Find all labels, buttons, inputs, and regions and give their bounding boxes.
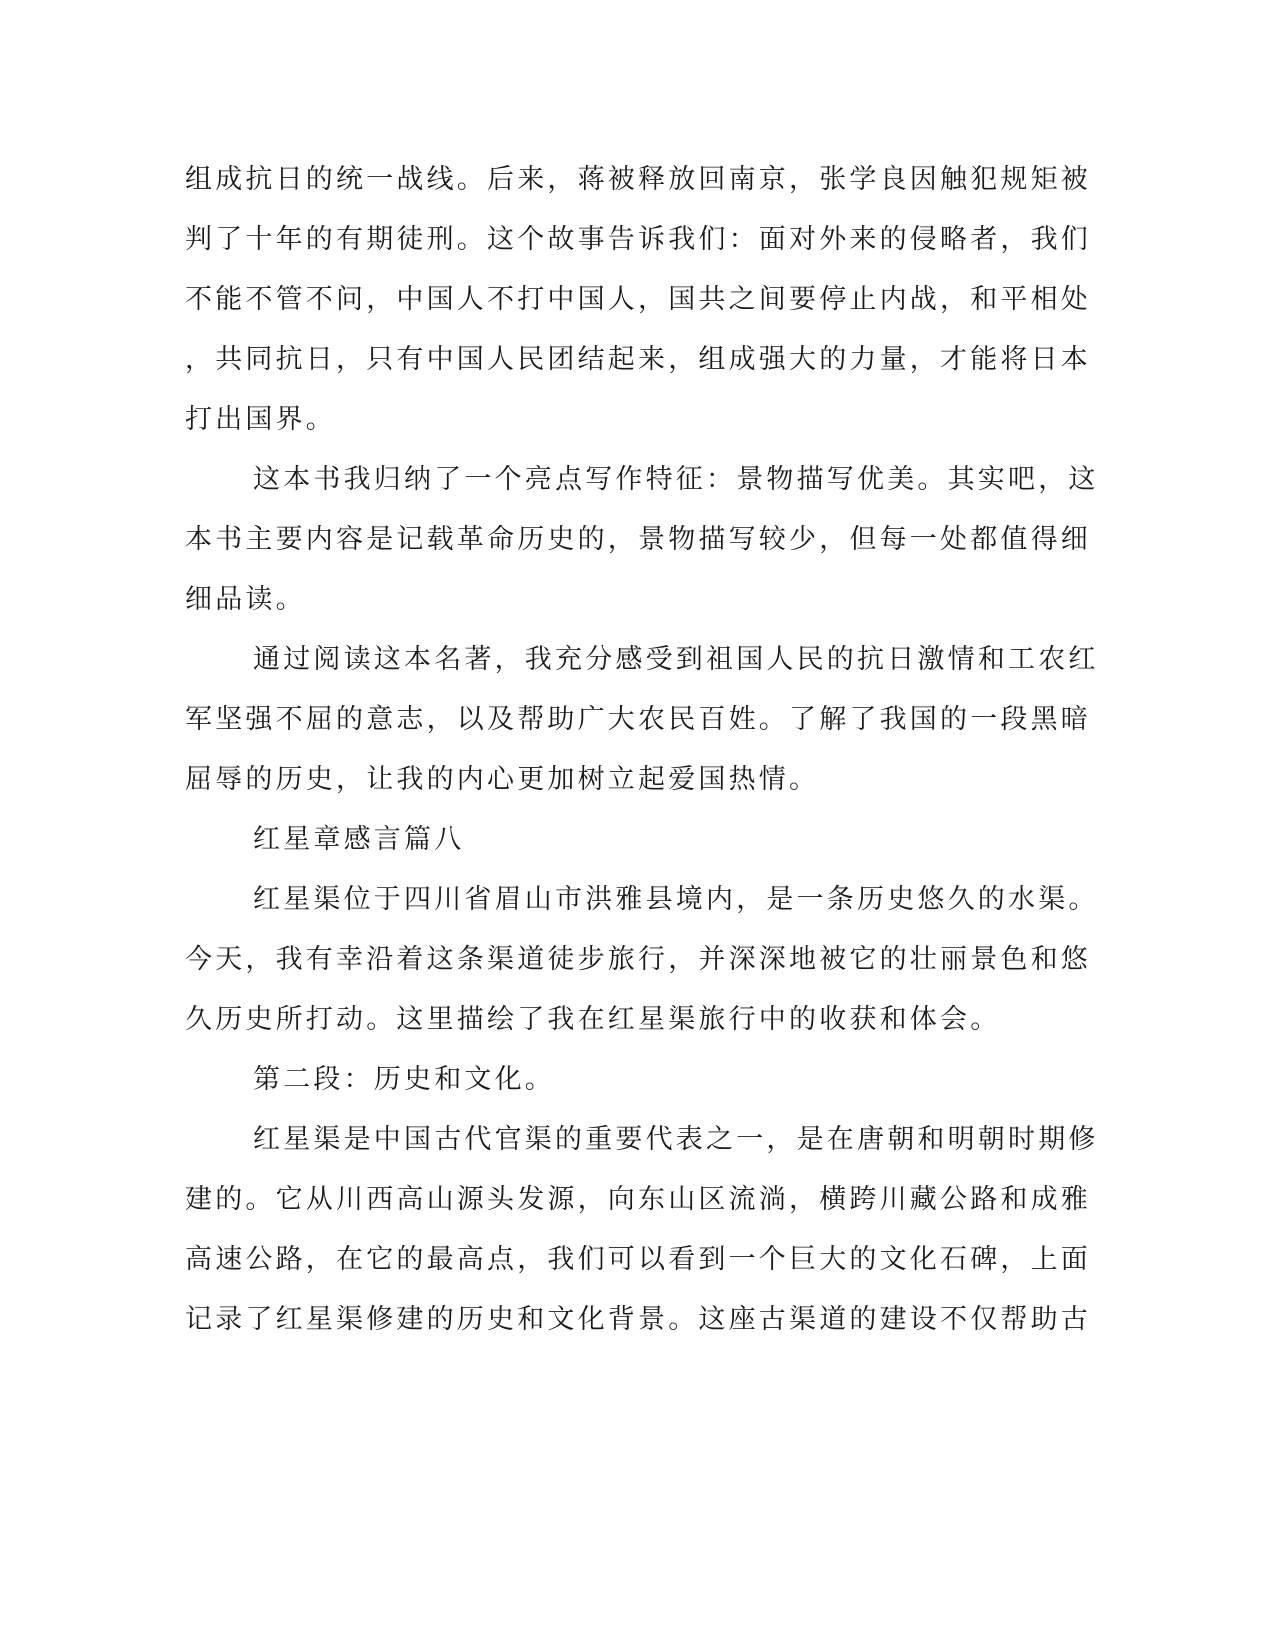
text-line: 本书主要内容是记载革命历史的，景物描写较少，但每一处都值得细 — [185, 524, 1091, 555]
text-line: 不能不管不问，中国人不打中国人，国共之间要停止内战，和平相处 — [185, 284, 1091, 315]
text-line: 组成抗日的统一战线。后来，蒋被释放回南京，张学良因触犯规矩被 — [185, 164, 1091, 195]
text-line: 打出国界。 — [185, 404, 336, 435]
text-line: 红星渠是中国古代官渠的重要代表之一，是在唐朝和明朝时期修 — [253, 1124, 1099, 1155]
text-line: 久历史所打动。这里描绘了我在红星渠旅行中的收获和体会。 — [185, 1004, 1001, 1035]
text-line: 细品读。 — [185, 584, 306, 615]
text-line: 建的。它从川西高山源头发源，向东山区流淌，横跨川藏公路和成雅 — [185, 1184, 1091, 1215]
text-line: 屈辱的历史，让我的内心更加树立起爱国热情。 — [185, 764, 820, 795]
text-line: 判了十年的有期徒刑。这个故事告诉我们：面对外来的侵略者，我们 — [185, 224, 1091, 255]
text-line: 今天，我有幸沿着这条渠道徒步旅行，并深深地被它的壮丽景色和悠 — [185, 944, 1091, 975]
text-line: ，共同抗日，只有中国人民团结起来，组成强大的力量，才能将日本 — [185, 344, 1091, 375]
text-line: 通过阅读这本名著，我充分感受到祖国人民的抗日激情和工农红 — [253, 644, 1099, 675]
text-line: 这本书我归纳了一个亮点写作特征：景物描写优美。其实吧，这 — [253, 464, 1099, 495]
text-line: 记录了红星渠修建的历史和文化背景。这座古渠道的建设不仅帮助古 — [185, 1304, 1091, 1335]
section-heading: 第二段：历史和文化。 — [253, 1064, 555, 1095]
text-line: 红星渠位于四川省眉山市洪雅县境内，是一条历史悠久的水渠。 — [253, 884, 1099, 915]
text-line: 军坚强不屈的意志，以及帮助广大农民百姓。了解了我国的一段黑暗 — [185, 704, 1091, 735]
section-heading: 红星章感言篇八 — [253, 824, 465, 855]
text-line: 高速公路，在它的最高点，我们可以看到一个巨大的文化石碑，上面 — [185, 1244, 1091, 1275]
document-body — [185, 150, 1099, 1350]
